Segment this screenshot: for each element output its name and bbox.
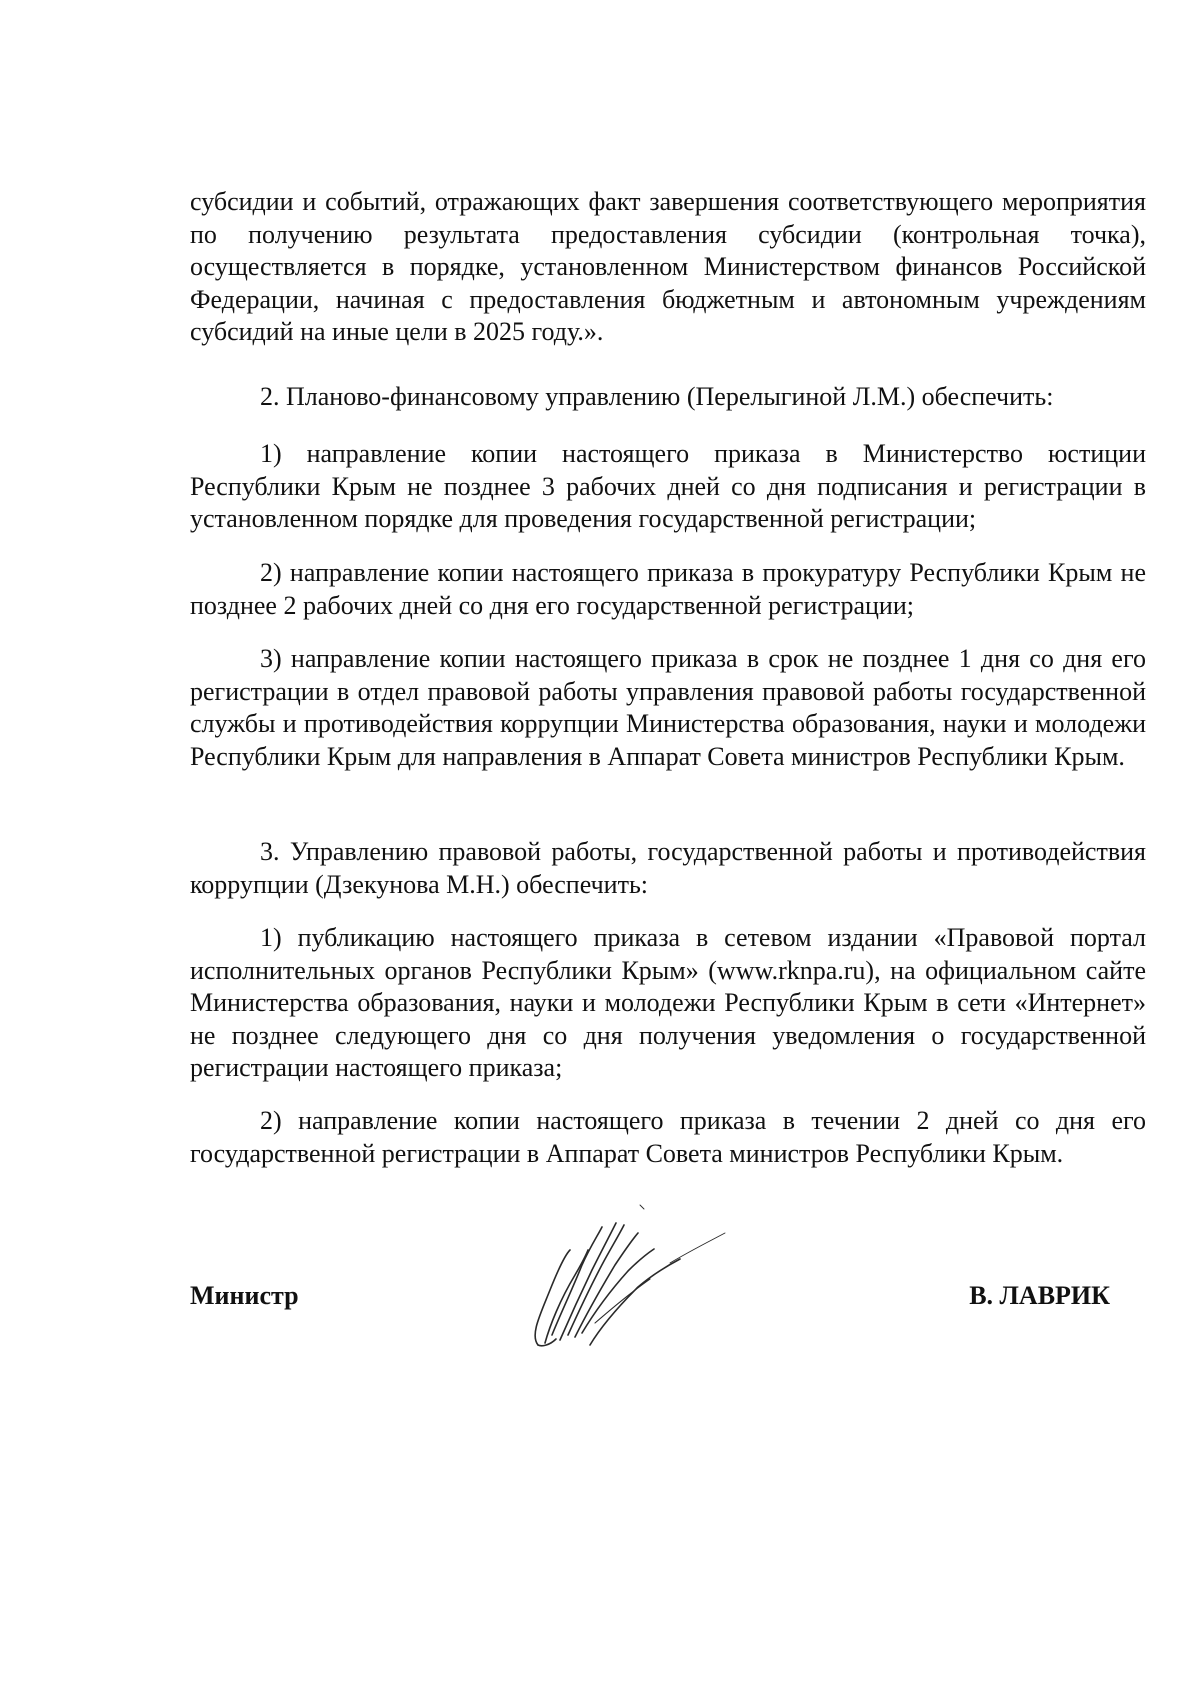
paragraph-item-3-1: 1) публикацию настоящего приказа в сетевом издании «Правовой портал исполнительных органов Республики Крым» (www.rknpa.ru), на официальном сайте Министерства образования, науки и молодежи Республики Крым в сети «Интернет» не позднее следующего дня со дня получения уведомления о государственной регистрации настоящего приказа; [190,923,1146,1082]
signatory-name: В. ЛАВРИК [969,1281,1110,1310]
paragraph-item-2: 2. Планово-финансовому управлению (Перелыгиной Л.М.) обеспечить: [260,382,1054,411]
paragraph-item-2-3: 3) направление копии настоящего приказа в срок не позднее 1 дня со дня его регистрации в отдел правовой работы управления правовой работы государственной службы и противодействия коррупции Министерства образования, науки и молодежи Республики Крым для направления в Аппарат Совета министров Республики Крым. [190,644,1146,771]
paragraph-item-2-1: 1) направление копии настоящего приказа в Министерство юстиции Республики Крым не позднее 3 рабочих дней со дня подписания и регистрации в установленном порядке для проведения государственной регистрации; [190,439,1146,533]
paragraph-item-3: 3. Управлению правовой работы, государственной работы и противодействия коррупции (Дзекунова М.Н.) обеспечить: [190,837,1146,899]
paragraph-item-2-2: 2) направление копии настоящего приказа в прокуратуру Республики Крым не позднее 2 рабочих дней со дня его государственной регистрации; [190,558,1146,620]
handwritten-signature [520,1195,740,1355]
paragraph-item-3-2: 2) направление копии настоящего приказа в течении 2 дней со дня его государственной регистрации в Аппарат Совета министров Республики Крым. [190,1106,1146,1168]
signatory-title: Министр [190,1281,299,1310]
paragraph-subsidy-continuation: субсидии и событий, отражающих факт завершения соответствующего мероприятия по получению результата предоставления субсидии (контрольная точка), осуществляется в порядке, установленном Министерством финансов Российской Федерации, начиная с предоставления бюджетным и автономным учреждениям субсидий на иные цели в 2025 году.». [190,187,1146,346]
